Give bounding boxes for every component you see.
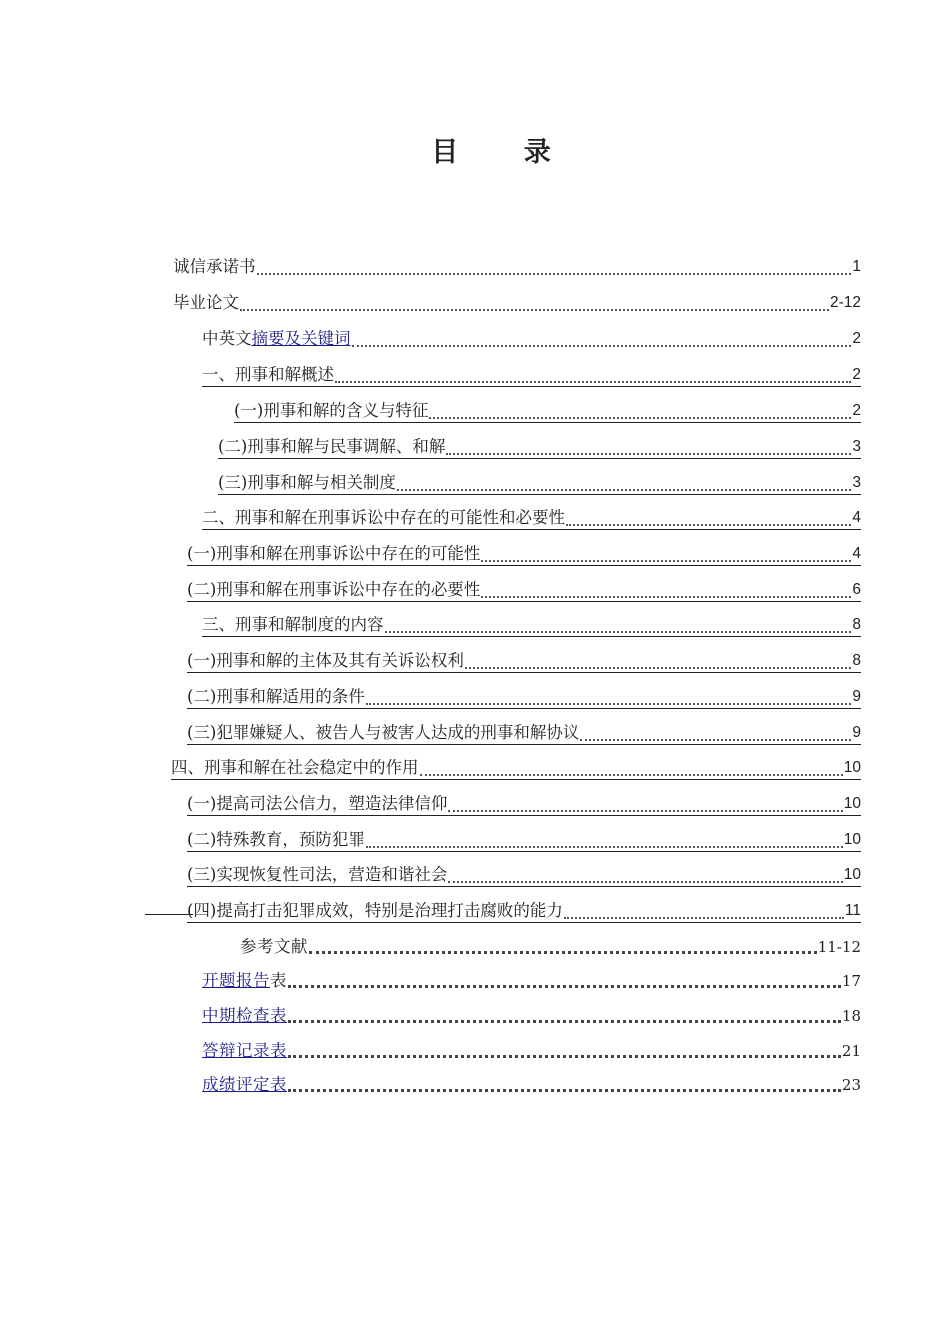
toc-entry[interactable] <box>202 1038 861 1062</box>
toc-page-number: 8 <box>852 652 861 669</box>
toc-entry-label: (一)刑事和解的含义与特征 <box>234 401 429 420</box>
toc-page-number: 2 <box>852 402 861 419</box>
toc-entry-label: (三)实现恢复性司法，营造和谐社会 <box>187 865 448 884</box>
toc-page-number: 4 <box>852 509 861 526</box>
leader-dots <box>429 407 851 419</box>
toc-page-number: 4 <box>852 545 861 562</box>
leader-dots <box>481 586 851 598</box>
toc-entry[interactable] <box>187 720 861 745</box>
toc-entry[interactable] <box>234 398 861 423</box>
leader-dots <box>288 977 841 988</box>
toc-entry[interactable] <box>202 968 861 992</box>
toc-entry[interactable] <box>202 326 861 350</box>
leader-dots <box>465 657 852 669</box>
toc-entry[interactable] <box>187 827 861 852</box>
underline-extension <box>145 914 193 915</box>
toc-page-number: 1 <box>852 258 861 275</box>
leader-dots <box>257 263 852 275</box>
leader-dots <box>448 800 842 812</box>
leader-dots <box>309 943 817 954</box>
toc-page-number: 11 <box>844 902 861 919</box>
leader-dots <box>288 1081 841 1092</box>
toc-link[interactable]: 开题报告 <box>202 971 270 990</box>
leader-dots <box>446 443 851 455</box>
toc-entry[interactable] <box>202 505 861 530</box>
toc-entry[interactable] <box>173 290 861 314</box>
leader-dots <box>566 514 851 526</box>
toc-entry-label: 诚信承诺书 <box>173 257 256 276</box>
leader-dots <box>288 1012 841 1023</box>
toc-entry[interactable] <box>187 862 861 887</box>
toc-entry[interactable] <box>218 434 861 459</box>
page-title: 目 录 <box>431 137 579 168</box>
toc-entry-label: (三)犯罪嫌疑人、被告人与被害人达成的刑事和解协议 <box>187 723 580 742</box>
toc-link[interactable]: 摘要及关键词 <box>251 329 351 348</box>
toc-page-number: 10 <box>843 795 861 812</box>
toc-entry-label: 一、刑事和解概述 <box>202 365 334 384</box>
toc-entry[interactable] <box>202 612 861 637</box>
leader-dots <box>366 693 852 705</box>
leader-dots <box>580 729 851 741</box>
toc-entry-label: 三、刑事和解制度的内容 <box>202 615 384 634</box>
toc-entry-label: 毕业论文 <box>173 293 239 312</box>
toc-entry[interactable] <box>173 254 861 278</box>
toc-page-number: 6 <box>852 581 861 598</box>
toc-entry[interactable] <box>218 470 861 495</box>
leader-dots <box>448 871 842 883</box>
toc-page-number: 3 <box>852 438 861 455</box>
leader-dots <box>564 907 844 919</box>
toc-entry-label: (一)刑事和解的主体及其有关诉讼权利 <box>187 651 464 670</box>
leader-dots <box>240 299 829 311</box>
toc-entry-label: (二)刑事和解在刑事诉讼中存在的必要性 <box>187 580 481 599</box>
toc-entry-label: 四、刑事和解在社会稳定中的作用 <box>171 758 419 777</box>
toc-page-number: 2 <box>852 366 861 383</box>
toc-entry[interactable] <box>187 898 861 923</box>
toc-entry[interactable] <box>171 755 861 780</box>
leader-dots <box>366 836 843 848</box>
toc-entry-label: (二)特殊教育，预防犯罪 <box>187 830 365 849</box>
toc-entry[interactable] <box>187 684 861 709</box>
toc-entry-label: 二、刑事和解在刑事诉讼中存在的可能性和必要性 <box>202 508 565 527</box>
toc-entry-label: (四)提高打击犯罪成效，特别是治理打击腐败的能力 <box>187 901 563 920</box>
toc-entry[interactable] <box>202 1072 861 1096</box>
toc-page-number: 17 <box>841 972 861 990</box>
toc-entry-label: 开题报告表 <box>202 971 287 990</box>
toc-page-number: 18 <box>841 1007 861 1025</box>
toc-entry-label: (二)刑事和解适用的条件 <box>187 687 365 706</box>
toc-page-number: 21 <box>841 1042 861 1060</box>
leader-dots <box>385 621 852 633</box>
toc-entry-label: 参考文献 <box>240 937 308 956</box>
toc-page-number: 3 <box>852 474 861 491</box>
toc-entry[interactable] <box>202 362 861 387</box>
toc-page-number: 8 <box>852 616 861 633</box>
leader-dots <box>335 371 851 383</box>
toc-page-number: 9 <box>852 688 861 705</box>
toc-entry[interactable] <box>187 648 861 673</box>
toc-entry-label <box>202 1040 287 1062</box>
toc-page-number: 10 <box>843 759 861 776</box>
leader-dots <box>397 479 852 491</box>
toc-entry-label: (二)刑事和解与民事调解、和解 <box>218 437 446 456</box>
toc-link[interactable]: 成绩评定表 <box>202 1075 287 1094</box>
toc-page-number: 2-12 <box>829 294 861 311</box>
toc-entry-label: (一)刑事和解在刑事诉讼中存在的可能性 <box>187 544 481 563</box>
toc-page-number: 2 <box>852 330 861 347</box>
leader-dots <box>481 550 851 562</box>
toc-entry[interactable] <box>240 934 861 958</box>
toc-entry[interactable] <box>187 541 861 566</box>
toc-page-number: 9 <box>852 724 861 741</box>
toc-page-number: 11-12 <box>817 938 861 956</box>
toc-page-number: 23 <box>841 1076 861 1094</box>
toc-link[interactable]: 中期检查表 <box>202 1006 287 1025</box>
toc-entry-label <box>202 1005 287 1027</box>
toc-entry[interactable] <box>187 791 861 816</box>
toc-entry-label: (三)刑事和解与相关制度 <box>218 473 396 492</box>
leader-dots <box>288 1047 841 1058</box>
toc-link[interactable]: 答辩记录表 <box>202 1041 287 1060</box>
toc-entry-label: (一)提高司法公信力，塑造法律信仰 <box>187 794 448 813</box>
toc-entry[interactable] <box>187 577 861 602</box>
toc-page-number: 10 <box>843 866 861 883</box>
toc-entry-label <box>202 1074 287 1096</box>
leader-dots <box>420 764 843 776</box>
toc-page-number: 10 <box>843 831 861 848</box>
toc-entry[interactable] <box>202 1003 861 1027</box>
toc-entry-label: 中英文摘要及关键词 <box>202 329 351 348</box>
leader-dots <box>352 335 852 347</box>
